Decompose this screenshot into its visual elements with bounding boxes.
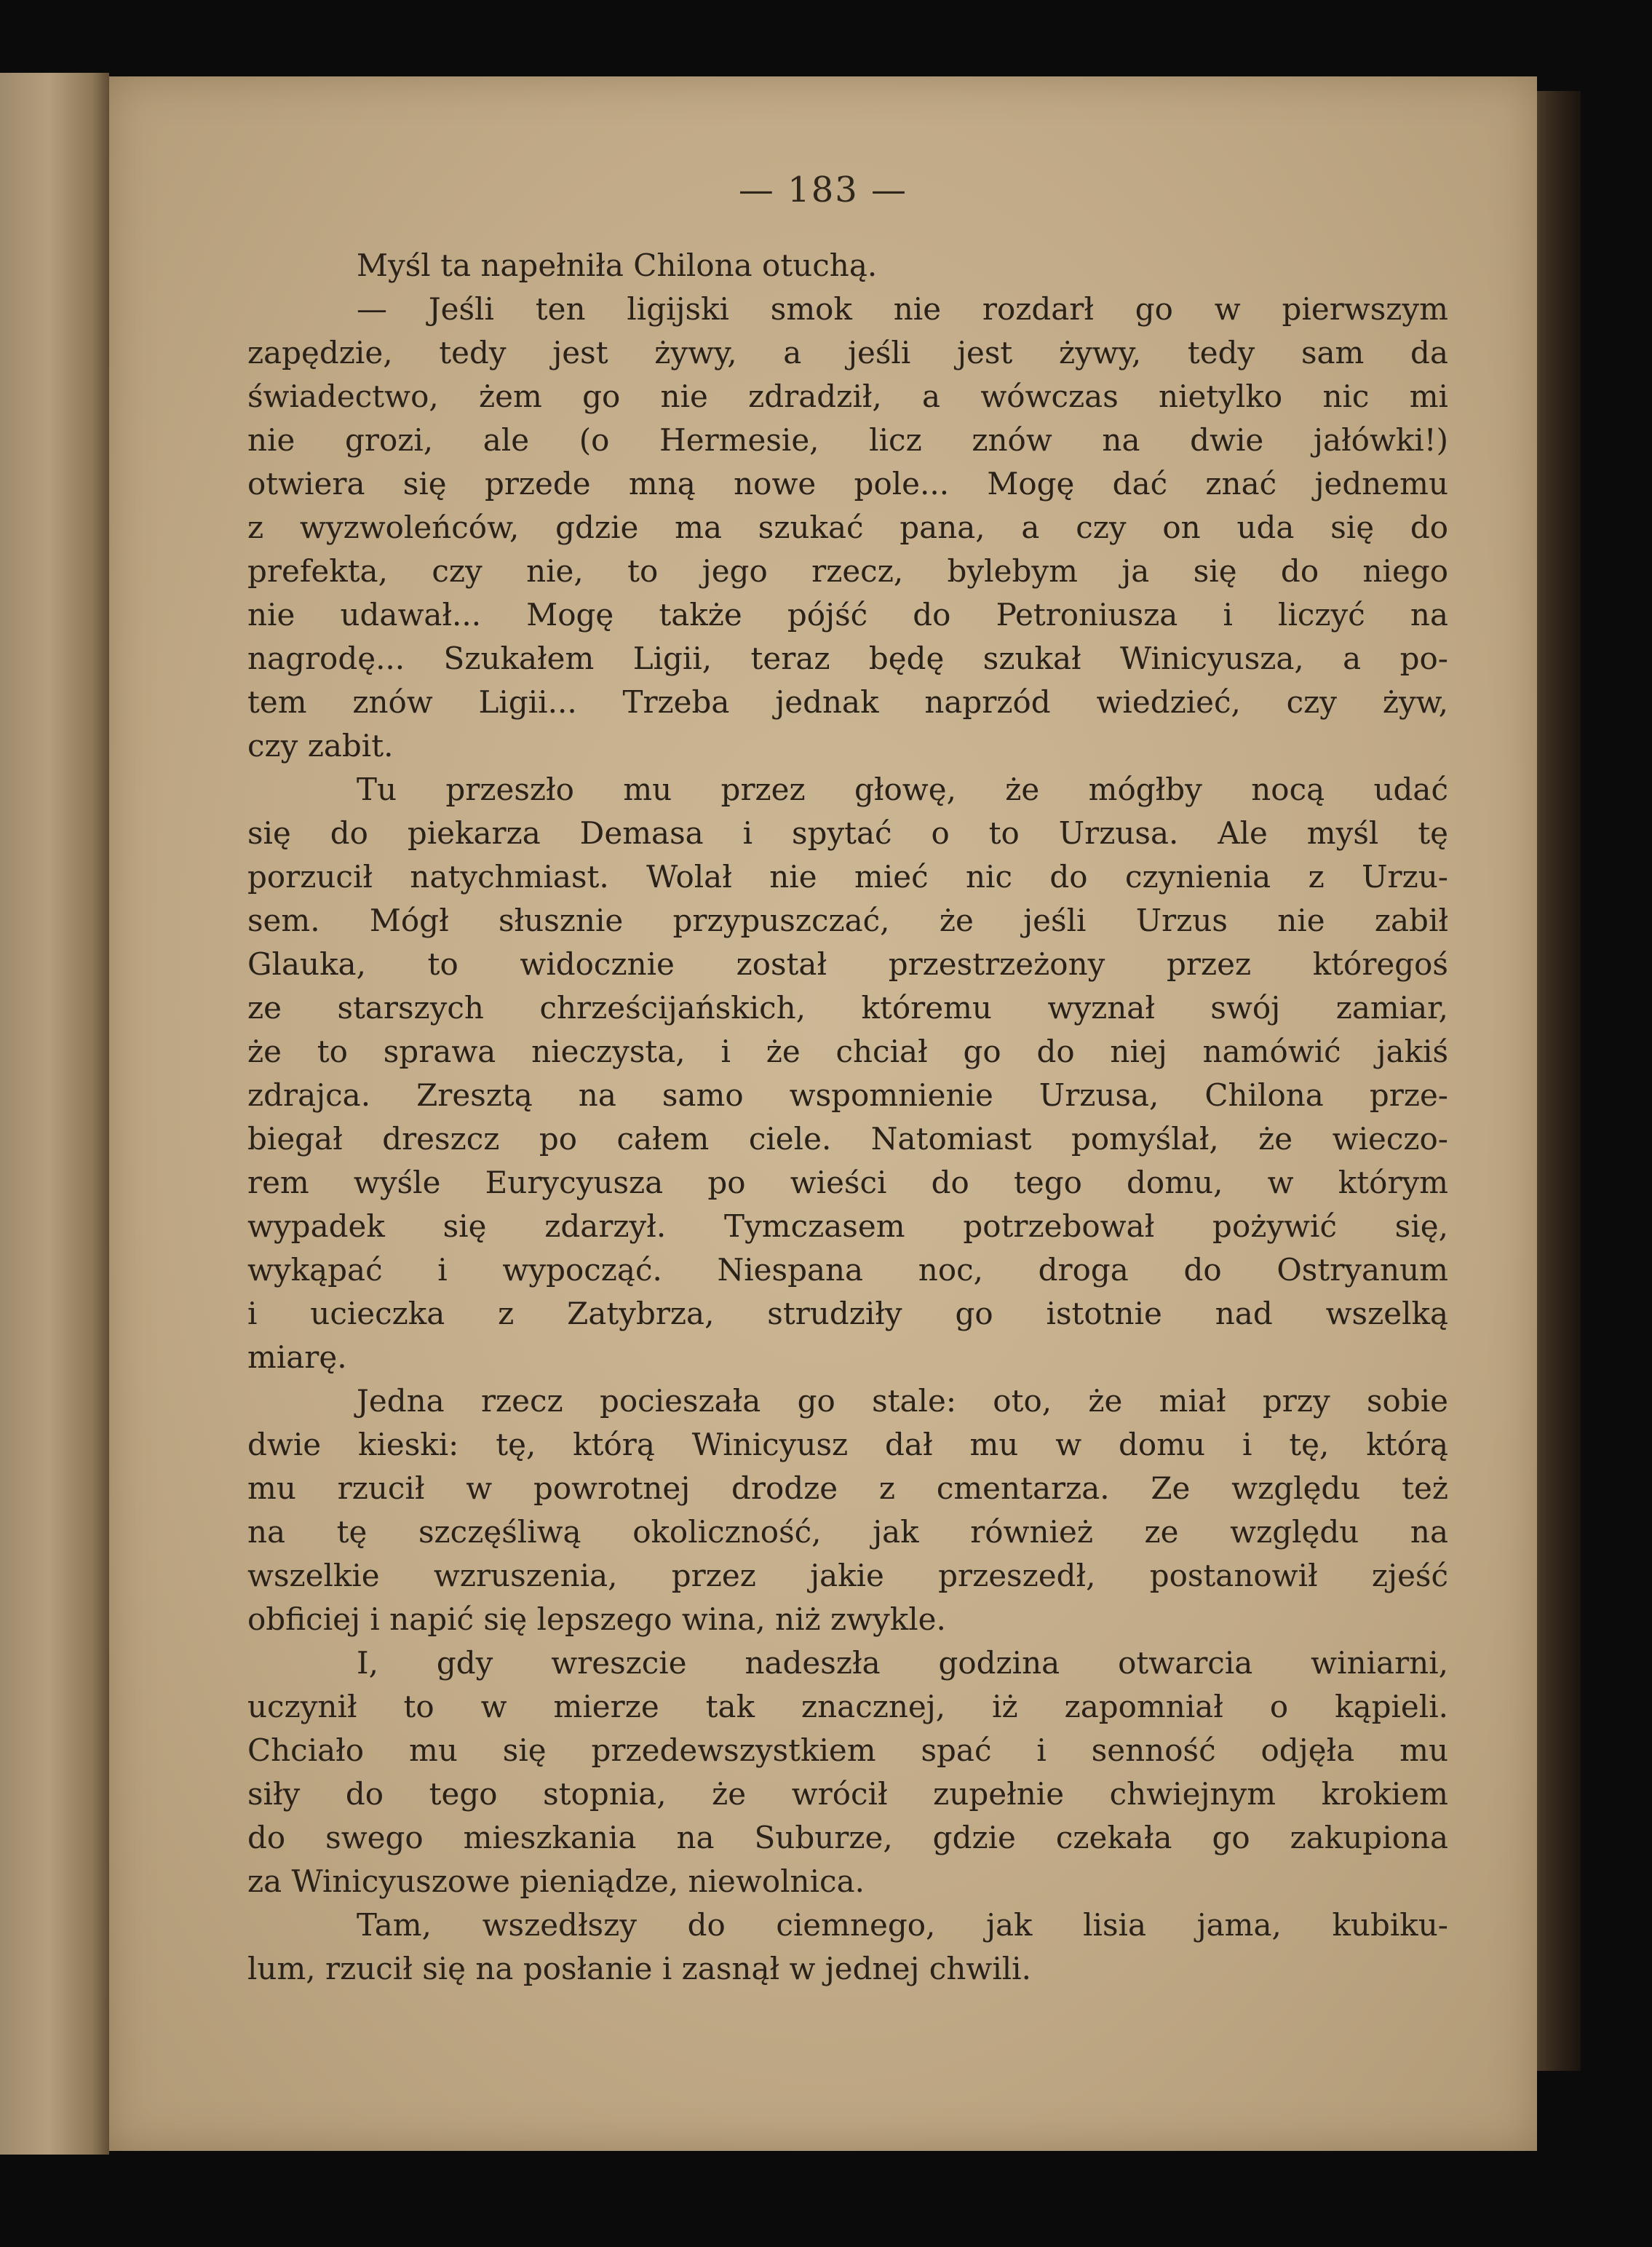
book-page [109,76,1537,2151]
text-line: z wyzwoleńców, gdzie ma szukać pana, a czy on uda się do [247,510,1448,545]
text-line: otwiera się przede mną nowe pole... Mogę dać znać jednemu [247,466,1448,502]
text-line: czy zabit. [247,728,394,764]
text-line: wypadek się zdarzył. Tymczasem potrzebował pożywić się, [247,1208,1448,1244]
text-line: Glauka, to widocznie został przestrzeżony przez któregoś [247,946,1448,982]
text-line: uczynił to w mierze tak znacznej, iż zapomniał o kąpieli. [247,1689,1448,1724]
text-line: że to sprawa nieczysta, i że chciał go do niej namówić jakiś [247,1034,1448,1069]
text-line: Tu przeszło mu przez głowę, że mógłby nocą udać [357,772,1448,807]
text-line: na tę szczęśliwą okoliczność, jak również ze względu na [247,1514,1448,1550]
text-line: zapędzie, tedy jest żywy, a jeśli jest żywy, tedy sam da [247,335,1448,370]
text-line: prefekta, czy nie, to jego rzecz, bylebym ja się do niego [247,553,1448,589]
book-binding-edge [1536,91,1581,2071]
text-line: Chciało mu się przedewszystkiem spać i senność odjęła mu [247,1732,1448,1768]
text-line: obficiej i napić się lepszego wina, niż zwykle. [247,1601,946,1637]
text-line: tem znów Ligii... Trzeba jednak naprzód wiedzieć, czy żyw, [247,684,1448,720]
text-line: do swego mieszkania na Suburze, gdzie czekała go zakupiona [247,1820,1448,1855]
text-line: ze starszych chrześcijańskich, któremu wyznał swój zamiar, [247,990,1448,1026]
text-line: biegał dreszcz po całem ciele. Natomiast pomyślał, że wieczo- [247,1121,1448,1157]
page-text [247,244,1448,1991]
text-line: wszelkie wzruszenia, przez jakie przeszedł, postanowił zjeść [247,1558,1448,1593]
text-line: Jedna rzecz pocieszała go stale: oto, że miał przy sobie [357,1383,1448,1419]
text-line: miarę. [247,1339,347,1375]
text-line: I, gdy wreszcie nadeszła godzina otwarcia winiarni, [357,1645,1448,1681]
page-number: — 183 — [738,170,908,210]
text-line: lum, rzucił się na posłanie i zasnął w jednej chwili. [247,1951,1031,1986]
text-line: Tam, wszedłszy do ciemnego, jak lisia jama, kubiku- [357,1907,1448,1943]
text-line: — Jeśli ten ligijski smok nie rozdarł go w pierwszym [357,291,1448,327]
text-line: siły do tego stopnia, że wrócił zupełnie chwiejnym krokiem [247,1776,1448,1812]
text-line: dwie kieski: tę, którą Winicyusz dał mu w domu i tę, którą [247,1427,1448,1462]
text-line: świadectwo, żem go nie zdradził, a wówczas nietylko nic mi [247,379,1448,414]
text-line: sem. Mógł słusznie przypuszczać, że jeśli Urzus nie zabił [247,903,1448,938]
text-line: za Winicyuszowe pieniądze, niewolnica. [247,1863,865,1899]
text-line: nie grozi, ale (o Hermesie, licz znów na dwie jałówki!) [247,422,1448,458]
text-line: Myśl ta napełniła Chilona otuchą. [357,247,878,283]
text-line: i ucieczka z Zatybrza, strudziły go istotnie nad wszelką [247,1296,1448,1331]
text-line: mu rzucił w powrotnej drodze z cmentarza. Ze względu też [247,1470,1448,1506]
text-line: porzucił natychmiast. Wolał nie mieć nic do czynienia z Urzu- [247,859,1448,895]
text-line: się do piekarza Demasa i spytać o to Urzusa. Ale myśl tę [247,815,1448,851]
text-line: wykąpać i wypocząć. Niespana noc, droga do Ostryanum [247,1252,1448,1288]
text-line: nie udawał... Mogę także pójść do Petroniusza i liczyć na [247,597,1448,633]
text-line: rem wyśle Eurycyusza po wieści do tego domu, w którym [247,1165,1448,1200]
text-line: nagrodę... Szukałem Ligii, teraz będę szukał Winicyusza, a po- [247,641,1448,676]
adjacent-page-edge [0,73,109,2155]
text-line: zdrajca. Zresztą na samo wspomnienie Urzusa, Chilona prze- [247,1077,1448,1113]
